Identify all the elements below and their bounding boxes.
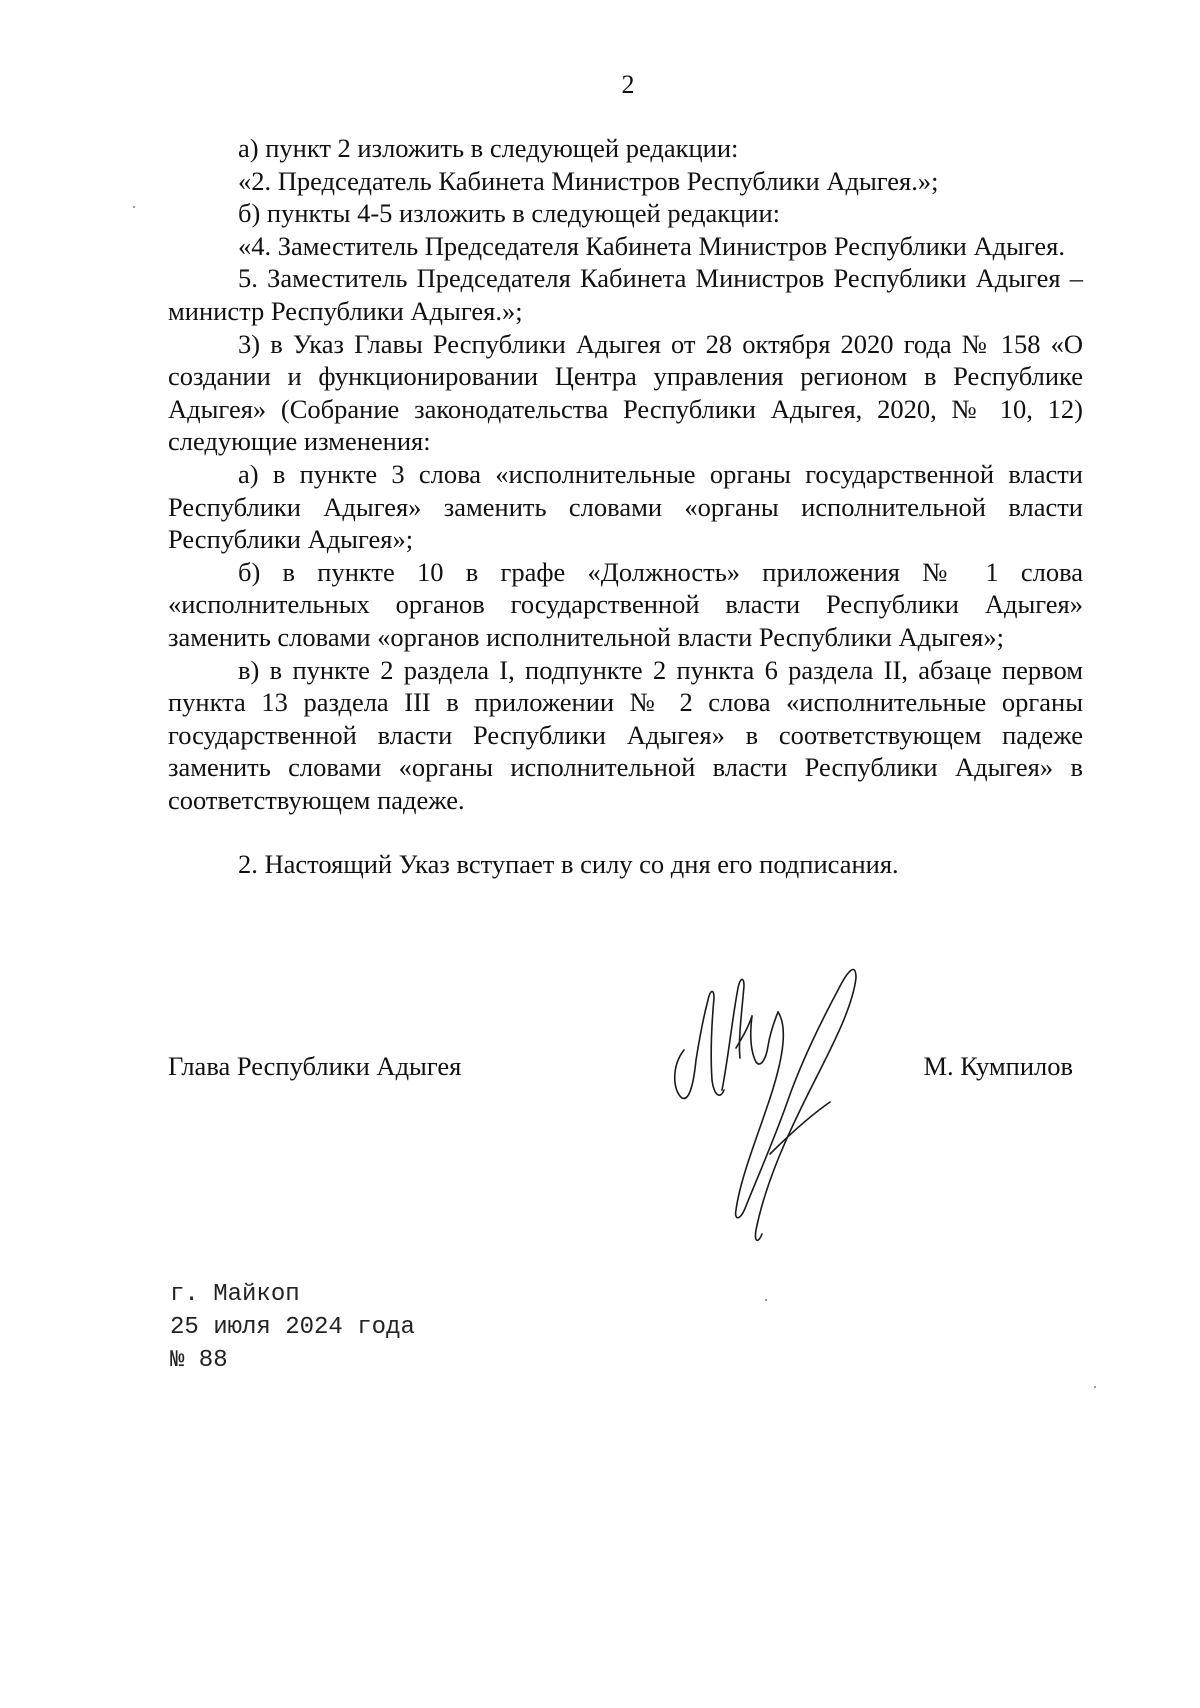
scan-speck — [1094, 1386, 1096, 1388]
scan-speck — [765, 1299, 767, 1301]
paragraph-item-a-point-3: а) в пункте 3 слова «исполнительные органы государственной власти Республики Адыгея» заменить словами «органы исполнительной власти Республики Адыгея»; — [168, 458, 1083, 555]
paragraph-entry-into-force: 2. Настоящий Указ вступает в силу со дня его подписания. — [238, 849, 899, 880]
decree-footer — [170, 1278, 415, 1377]
paragraph-item-3-decree-158: 3) в Указ Главы Республики Адыгея от 28 октября 2020 года № 158 «О создании и функционировании Центра управления регионом в Республике Адыгея» (Собрание законодательства Республики Адыгея, 2020, № 10, 12) следующие изменения: — [168, 328, 1083, 457]
footer-number: № 88 — [170, 1347, 228, 1374]
signatory-position: Глава Республики Адыгея — [168, 1051, 462, 1081]
paragraph-quote-point-2: «2. Председатель Кабинета Министров Республики Адыгея.»; — [238, 165, 939, 196]
footer-city: г. Майкоп — [170, 1281, 300, 1308]
paragraph-item-b-point-10: б) в пункте 10 в графе «Должность» приложения № 1 слова «исполнительных органов государственной власти Республики Адыгея» заменить словами «органов исполнительной власти Республики Адыгея»; — [168, 556, 1083, 652]
signatory-name: М. Кумпилов — [923, 1051, 1073, 1081]
paragraph-item-b-points-4-5: б) пункты 4-5 изложить в следующей редакции: — [238, 198, 781, 229]
scan-speck — [133, 206, 135, 208]
page-number: 2 — [621, 70, 635, 99]
paragraph-quote-point-4: «4. Заместитель Председателя Кабинета Министров Республики Адыгея. — [238, 230, 1065, 261]
paragraph-quote-point-5: 5. Заместитель Председателя Кабинета Министров Республики Адыгея – министр Республики Адыгея.»; — [168, 263, 1083, 326]
paragraph-item-a-point-2: а) пункт 2 изложить в следующей редакции: — [238, 133, 739, 163]
handwritten-signature — [670, 940, 890, 1270]
footer-date: 25 июля 2024 года — [170, 1314, 415, 1341]
decree-body — [168, 132, 1083, 881]
paragraph-item-v-appendix-2: в) в пункте 2 раздела I, подпункте 2 пункта 6 раздела II, абзаце первом пункта 13 раздела III в приложении № 2 слова «исполнительные органы государственной власти Республики Адыгея» в соответствующем падеже заменить словами «органы исполнительной власти Республики Адыгея» в соответствующем падеже. — [168, 654, 1083, 815]
